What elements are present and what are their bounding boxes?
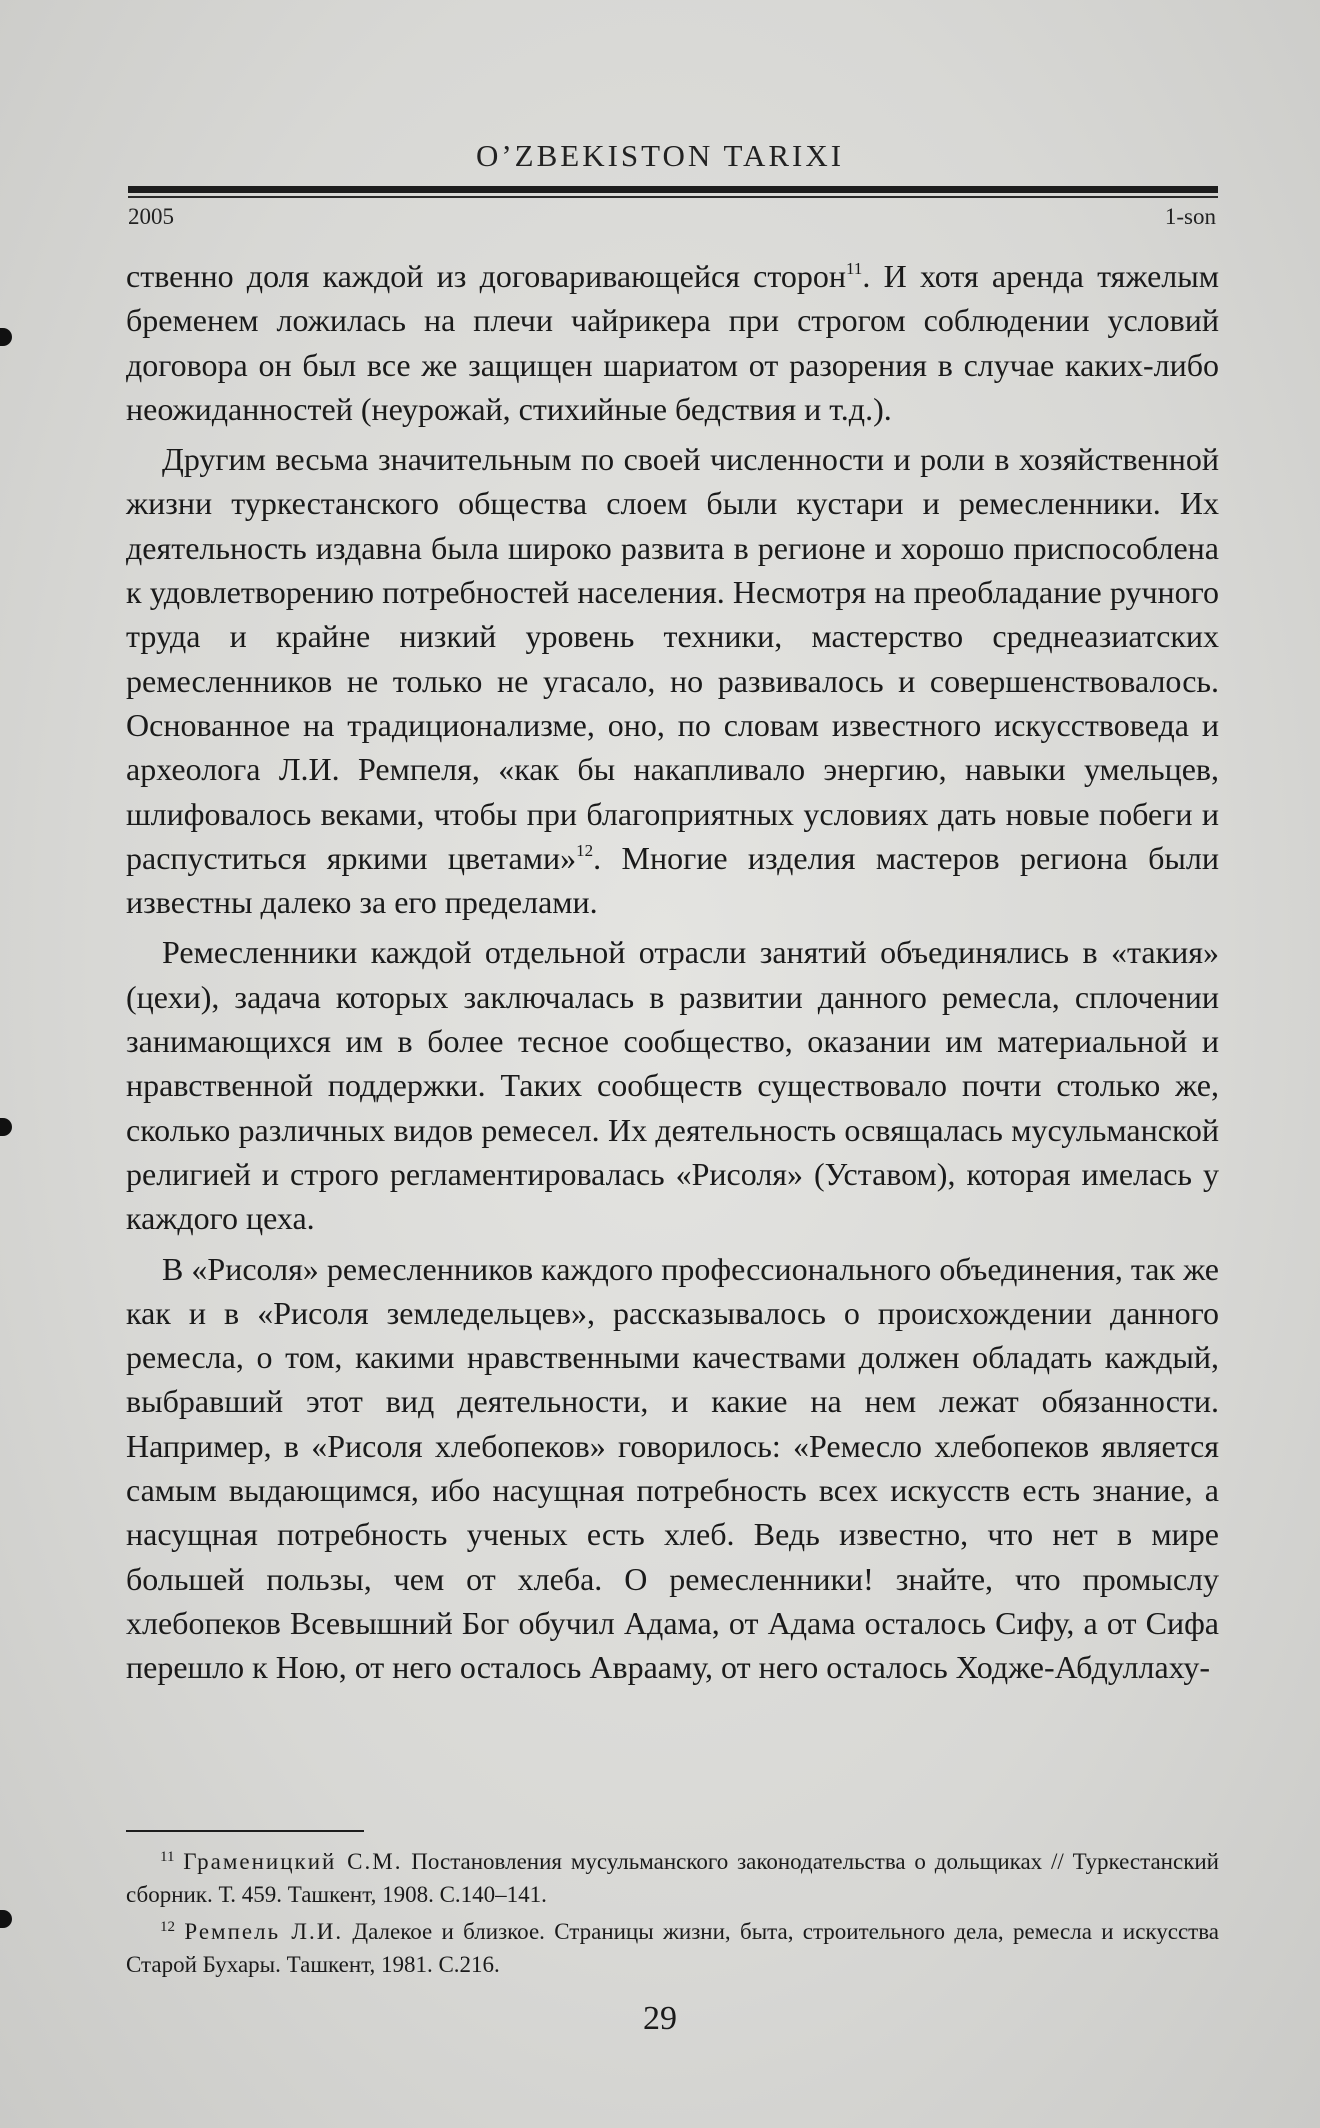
paragraph <box>126 437 1219 924</box>
article-body <box>126 254 1219 1690</box>
footnote-author: Граменицкий С.М. <box>183 1849 403 1874</box>
punch-hole <box>0 1910 12 1928</box>
header-rule <box>128 186 1218 193</box>
paragraph: Ремесленники каждой отдельной отрасли занятий объединялись в «такия» (цехи), задача которых заключалась в развитии данного ремесла, сплочении занимающихся им в более тесное сообщество, оказании им материальной и нравственной поддержки. Таких сообществ существовало почти столько же, сколько различных видов ремесел. Их деятельность освящалась мусульманской религией и строго регламентировалась «Рисоля» (Уставом), которая имелась у каждого цеха. <box>126 934 1219 1237</box>
footnote-ref: 12 <box>576 840 594 860</box>
footnote-separator <box>126 1830 364 1832</box>
footnote-text: Постановления мусульманского законодательства о дольщиках // Туркестанский сборник. Т. 459. Ташкент, 1908. С.140–141. <box>126 1849 1219 1907</box>
issue-year: 2005 <box>128 204 174 229</box>
paragraph: В «Рисоля» ремесленников каждого профессионального объединения, так же как и в «Рисоля земледельцев», рассказывалось о происхождении данного ремесла, о том, какими нравственными качествами должен обладать каждый, выбравший этот вид деятельности, и какие на нем лежат обязанности. Например, в «Рисоля хлебопеков» говорилось: «Ремесло хлебопеков является самым выдающимся, ибо насущная потребность всех искусств есть знание, а насущная потребность ученых есть хлеб. Ведь известно, что нет в мире большей пользы, чем от хлеба. О ремесленники! знайте, что промыслу хлебопеков Всевышний Бог обучил Адама, от Адама осталось Сифу, а от Сифа перешло к Ною, от него осталось Аврааму, от него осталось Ходже-Абдуллаху- <box>126 1250 1219 1686</box>
footnote <box>126 1845 1219 1911</box>
punch-hole <box>0 1118 12 1136</box>
punch-hole <box>0 328 12 346</box>
text-run: Другим весьма значительным по своей численности и роли в хозяйственной жизни туркестанского общества слоем были кустари и ремесленники. Их деятельность издавна была широко развита в регионе и хорошо приспособлена к удовлетворению потребностей населения. Несмотря на преобладание ручного труда и крайне низкий уровень техники, мастерство среднеазиатских ремесленников не только не угасало, но развивалось и совершенствовалось. Основанное на традиционализме, оно, по словам известного искусствоведа и археолога Л.И. Ремпеля, «как бы накапливало энергию, навыки умельцев, шлифовалось веками, чтобы при благоприятных условиях дать новые побеги и распуститься яркими цветами» <box>126 441 1219 876</box>
journal-title: O’ZBEKISTON TARIXI <box>475 138 845 173</box>
page-number: 29 <box>643 2000 677 2037</box>
text-run: ственно доля каждой из договаривающейся сторон <box>126 258 847 294</box>
footnote-number: 11 <box>160 1849 175 1865</box>
footnote-number: 12 <box>160 1919 175 1935</box>
footnote-text: Далекое и близкое. Страницы жизни, быта, строительного дела, ремесла и искусства Старой Бухары. Ташкент, 1981. С.216. <box>126 1919 1219 1977</box>
footnote <box>126 1915 1219 1981</box>
footnotes <box>126 1845 1219 1985</box>
footnote-ref: 11 <box>846 259 863 278</box>
footnote-author: Ремпель Л.И. <box>184 1919 344 1944</box>
text-run: . И хотя аренда тяжелым бременем ложилась на плечи чайрикера при строгом соблюдении условий договора он был все же защищен шариатом от разорения в случае каких-либо неожиданностей (неурожай, стихийные бедствия и т.д.). <box>126 258 1219 427</box>
issue-number: 1-son <box>1164 204 1216 229</box>
text-run: . Многие изделия мастеров региона были известны далеко за его пределами. <box>126 839 1220 921</box>
header-rule-thin <box>128 196 1218 198</box>
paragraph <box>126 254 1219 431</box>
